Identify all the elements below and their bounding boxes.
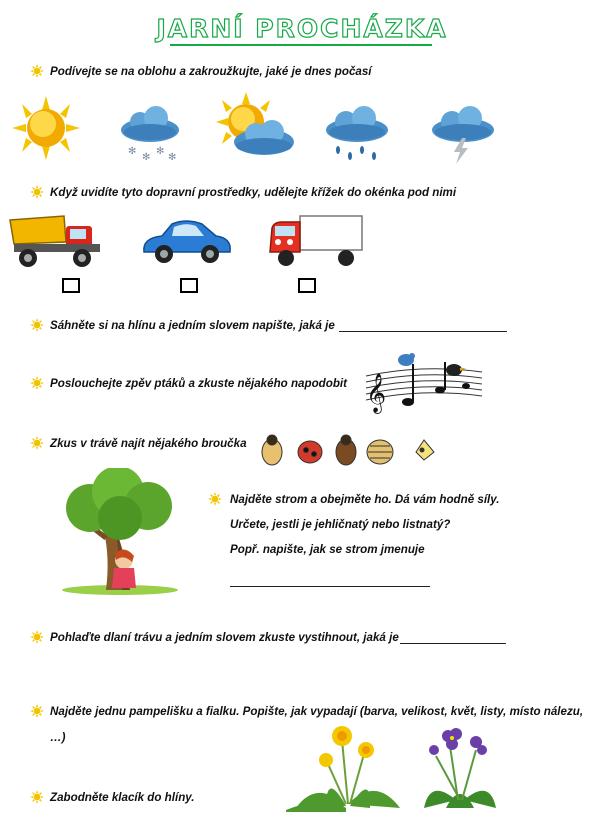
- snow-cloud-icon: [118, 104, 182, 164]
- dump-truck-icon: [8, 212, 104, 270]
- sun-bullet-icon: [30, 318, 44, 332]
- tree-hug-icon: [60, 468, 180, 596]
- delivery-truck-checkbox[interactable]: [298, 278, 316, 293]
- task-stick: Zabodněte klacík do hlíny.: [50, 791, 195, 804]
- sun-bullet-icon: [30, 436, 44, 450]
- grass-answer-line[interactable]: [400, 643, 506, 644]
- dump-truck-checkbox[interactable]: [62, 278, 80, 293]
- task-birds: Poslouchejte zpěv ptáků a zkuste nějakého napodobit: [50, 377, 347, 390]
- rain-cloud-icon: [322, 104, 392, 164]
- task-tree-3: Popř. napište, jak se strom jmenuje: [230, 543, 425, 556]
- task-flowers-1: Najděte jednu pampelišku a fialku. Popište, jak vypadají (barva, velikost, květ, listy, místo nálezu,: [50, 705, 584, 718]
- task-weather: Podívejte se na oblohu a zakroužkujte, jaké je dnes počasí: [50, 65, 372, 78]
- page-title: JARNÍ PROCHÁZKA: [156, 14, 448, 43]
- task-bug: Zkus v trávě najít nějakého broučka: [50, 437, 247, 450]
- svg-text:✻: ✻: [128, 146, 137, 157]
- sun-cloud-icon: [212, 92, 298, 164]
- task-tree-1: Najděte strom a obejměte ho. Dá vám hodně síly.: [230, 493, 500, 506]
- svg-text:✻: ✻: [142, 152, 151, 163]
- sun-bullet-icon: [30, 790, 44, 804]
- sun-bullet-icon: [30, 704, 44, 718]
- sun-bullet-icon: [30, 64, 44, 78]
- bugs-icon: [256, 430, 446, 470]
- task-flowers-2: …): [50, 731, 66, 744]
- dandelion-icon: [286, 720, 410, 812]
- title-underline: [170, 44, 432, 46]
- sun-bullet-icon: [30, 185, 44, 199]
- tree-answer-line[interactable]: [230, 586, 430, 587]
- sun-bullet-icon: [30, 376, 44, 390]
- svg-text:𝄞: 𝄞: [366, 373, 387, 413]
- birds-music-icon: [362, 346, 486, 418]
- svg-text:✻: ✻: [168, 152, 177, 163]
- task-vehicles: Když uvidíte tyto dopravní prostředky, udělejte křížek do okénka pod nimi: [50, 186, 457, 199]
- task-tree-2: Určete, jestli je jehličnatý nebo listnatý?: [230, 518, 451, 531]
- sun-bullet-icon: [208, 492, 222, 506]
- delivery-truck-icon: [266, 212, 366, 270]
- clay-answer-line[interactable]: [339, 331, 507, 332]
- task-grass: Pohlaďte dlaní trávu a jedním slovem zkuste vystihnout, jaká je: [50, 631, 399, 644]
- car-icon: [138, 216, 234, 270]
- violet-icon: [420, 720, 500, 810]
- storm-cloud-icon: [428, 106, 498, 164]
- sun-bullet-icon: [30, 630, 44, 644]
- car-checkbox[interactable]: [180, 278, 198, 293]
- sun-icon: [8, 96, 84, 160]
- task-clay: Sáhněte si na hlínu a jedním slovem napište, jaká je: [50, 319, 335, 332]
- svg-text:✻: ✻: [156, 146, 165, 157]
